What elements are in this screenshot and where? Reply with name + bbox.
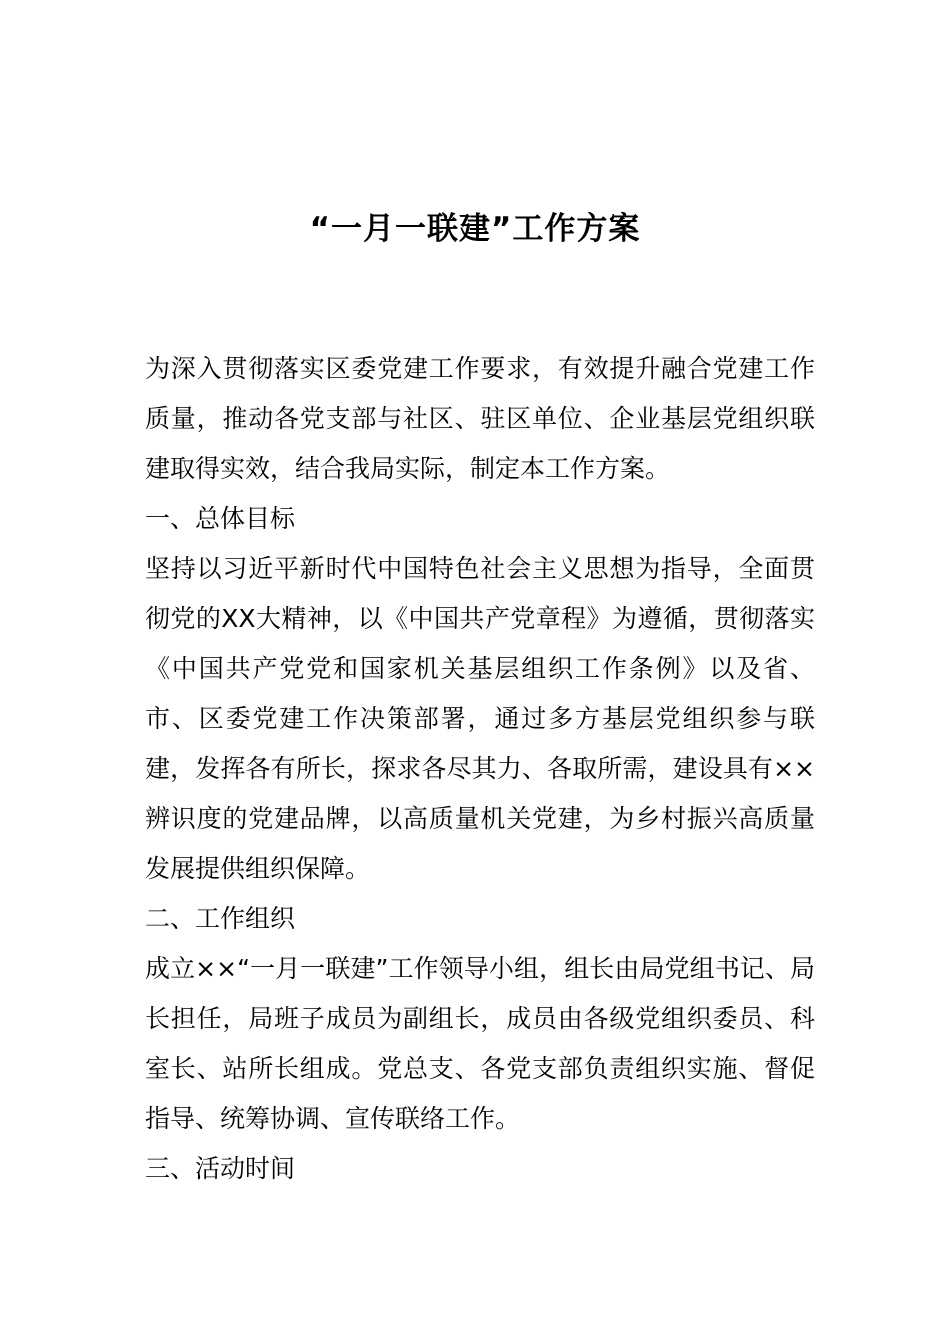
document-body bbox=[145, 344, 815, 1194]
overall-goal-paragraph: 坚持以习近平新时代中国特色社会主义思想为指导，全面贯彻党的XX大精神，以《中国共产党章程》为遵循，贯彻落实《中国共产党党和国家机关基层组织工作条例》以及省、市、区委党建工作决策部署，通过多方基层党组织参与联建，发挥各有所长，探求各尽其力、各取所需，建设具有××辨识度的党建品牌，以高质量机关党建，为乡村振兴高质量发展提供组织保障。 bbox=[145, 554, 815, 883]
document-title: “一月一联建”工作方案 bbox=[309, 211, 641, 247]
intro-paragraph: 为深入贯彻落实区委党建工作要求，有效提升融合党建工作质量，推动各党支部与社区、驻区单位、企业基层党组织联建取得实效，结合我局实际，制定本工作方案。 bbox=[145, 354, 815, 483]
work-organization-paragraph: 成立××“一月一联建”工作领导小组，组长由局党组书记、局长担任，局班子成员为副组长，成员由各级党组织委员、科室长、站所长组成。党总支、各党支部负责组织实施、督促指导、统筹协调、宣传联络工作。 bbox=[145, 954, 815, 1133]
section-heading-activity-time: 三、活动时间 bbox=[145, 1154, 296, 1183]
section-heading-overall-goal: 一、总体目标 bbox=[145, 504, 296, 533]
section-heading-work-organization: 二、工作组织 bbox=[145, 904, 296, 933]
